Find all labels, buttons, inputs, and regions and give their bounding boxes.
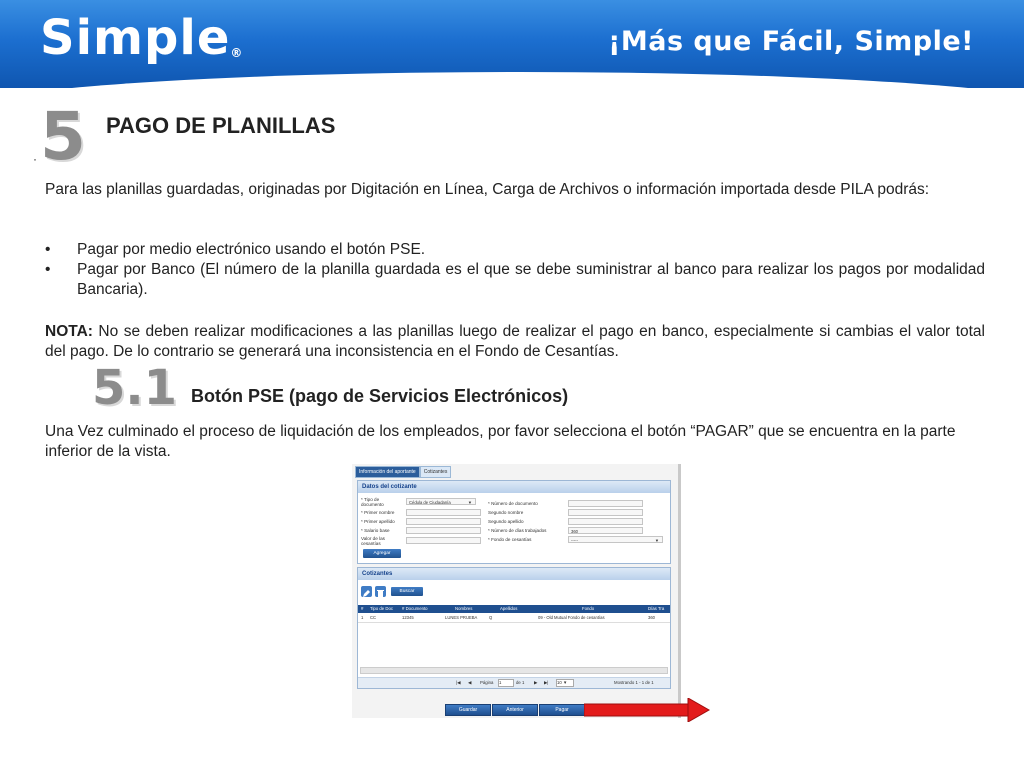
section-number: 5 — [40, 98, 86, 175]
dias-trabajados-field[interactable]: 360 — [568, 527, 643, 534]
subsection-title: Botón PSE (pago de Servicios Electrónicos) — [191, 386, 569, 406]
panel-title: Datos del cotizante — [358, 481, 670, 493]
tab-aportante[interactable]: Información del aportante — [355, 466, 420, 478]
simple-logo — [40, 10, 243, 66]
red-arrow-icon — [584, 698, 710, 722]
cotizantes-list-panel — [357, 567, 671, 689]
pagar-button[interactable]: Pagar — [539, 704, 585, 716]
subsection-number: 5.1 — [92, 360, 178, 416]
column-header[interactable]: Nombres — [455, 606, 473, 611]
field-label: * Fondo de cesantías — [488, 537, 532, 542]
cotizante-form-panel — [357, 480, 671, 564]
tab-cotizantes[interactable]: Cotizantes — [420, 466, 452, 478]
banner-curve — [0, 72, 1024, 88]
field-label: * Número de documento — [488, 501, 538, 506]
chevron-down-icon: ▼ — [562, 680, 568, 685]
bullet-list — [45, 240, 985, 300]
table-cell: 12345 — [402, 615, 414, 620]
intro-paragraph: Para las planillas guardadas, originadas por Digitación en Línea, Carga de Archivos o información importada desde PILA podrás: — [45, 181, 930, 198]
column-header[interactable]: # Documento — [402, 606, 428, 611]
buscar-button[interactable]: Buscar — [391, 587, 423, 596]
chevron-down-icon: ▼ — [467, 500, 472, 505]
last-page-icon[interactable]: ▶| — [544, 680, 549, 685]
field-label: * Primer apellido — [361, 519, 395, 524]
bullet-dot: · — [33, 152, 37, 166]
field-label: Valor de las cesantías — [361, 536, 385, 546]
table-cell: 09 - Old Mutual Fondo de cesantías — [538, 615, 605, 620]
header-banner — [0, 0, 1024, 88]
tab-bar — [355, 466, 451, 478]
select-value: Cédula de Ciudadanía — [409, 500, 451, 505]
list-item — [45, 260, 985, 300]
primer-apellido-field[interactable] — [406, 518, 481, 525]
column-header[interactable]: Tipo de Doc — [370, 606, 394, 611]
field-label: * Salario base — [361, 528, 390, 533]
numero-documento-field[interactable] — [568, 500, 643, 507]
pager — [358, 677, 670, 688]
table-cell: LUNES PRUEBA — [445, 615, 478, 620]
tipo-documento-select[interactable] — [406, 498, 476, 505]
first-page-icon[interactable]: |◀ — [456, 680, 461, 685]
column-header[interactable]: Días Tra — [648, 606, 665, 611]
logo-registered-mark: ® — [230, 46, 244, 60]
page-input[interactable]: 1 — [498, 679, 514, 687]
list-item — [45, 240, 985, 260]
next-page-icon[interactable]: ▶ — [534, 680, 538, 685]
field-label: * Primer nombre — [361, 510, 395, 515]
note-paragraph — [45, 322, 985, 362]
segundo-apellido-field[interactable] — [568, 518, 643, 525]
select-value: ----- — [571, 538, 578, 543]
note-label: NOTA: — [45, 323, 93, 340]
primer-nombre-field[interactable] — [406, 509, 481, 516]
logo-text: Simple — [40, 10, 231, 66]
chevron-down-icon: ▼ — [654, 538, 659, 543]
page-of-label: de 1 — [516, 680, 525, 685]
column-header[interactable]: Fondo — [582, 606, 595, 611]
bullet-text: Pagar por medio electrónico usando el botón PSE. — [77, 241, 426, 258]
pager-status: Mostrando 1 - 1 de 1 — [614, 680, 654, 685]
edit-icon[interactable] — [361, 586, 372, 597]
field-label: Segundo apellido — [488, 519, 524, 524]
table-row[interactable] — [358, 614, 670, 623]
column-header[interactable]: Apellidos — [500, 606, 518, 611]
bullet-text: Pagar por Banco (El número de la planilla guardada es el que se debe suministrar al banco para realizar los pagos por modalidad Bancaria). — [77, 261, 985, 298]
horizontal-scrollbar[interactable] — [360, 667, 668, 674]
fondo-cesantias-select[interactable] — [568, 536, 663, 543]
table-cell: 360 — [648, 615, 655, 620]
agregar-button[interactable]: Agregar — [363, 549, 401, 558]
page-label: Página — [480, 680, 494, 685]
field-label: * Tipo de documento — [361, 497, 384, 507]
subsection-paragraph: Una Vez culminado el proceso de liquidación de los empleados, por favor selecciona el botón “PAGAR” que se encuentra en la parte inferior de la vista. — [45, 423, 956, 460]
panel-title: Cotizantes — [358, 568, 670, 580]
delete-icon[interactable] — [375, 586, 386, 597]
table-cell: 1 — [361, 615, 364, 620]
field-label: Segundo nombre — [488, 510, 524, 515]
table-cell: CC — [370, 615, 377, 620]
select-value: 10 — [557, 680, 562, 685]
bullet-mark: • — [45, 261, 51, 278]
segundo-nombre-field[interactable] — [568, 509, 643, 516]
column-header[interactable]: # — [361, 606, 364, 611]
app-screenshot — [352, 464, 681, 718]
anterior-button[interactable]: Anterior — [492, 704, 538, 716]
field-label: * Número de días trabajados — [488, 528, 547, 533]
prev-page-icon[interactable]: ◀ — [468, 680, 472, 685]
salario-base-field[interactable] — [406, 527, 481, 534]
section-title: PAGO DE PLANILLAS — [106, 113, 336, 138]
table-cell: Q — [489, 615, 493, 620]
tagline: ¡Más que Fácil, Simple! — [608, 26, 974, 57]
page-size-select[interactable] — [556, 679, 574, 687]
guardar-button[interactable]: Guardar — [445, 704, 491, 716]
valor-cesantias-field[interactable] — [406, 537, 481, 544]
bullet-mark: • — [45, 241, 51, 258]
note-text: No se deben realizar modificaciones a las planillas luego de realizar el pago en banco, especialmente si cambias el valor total del pago. De lo contrario se generará una inconsistencia en el Fondo de Cesantías. — [45, 323, 985, 360]
grid-header — [358, 605, 670, 613]
